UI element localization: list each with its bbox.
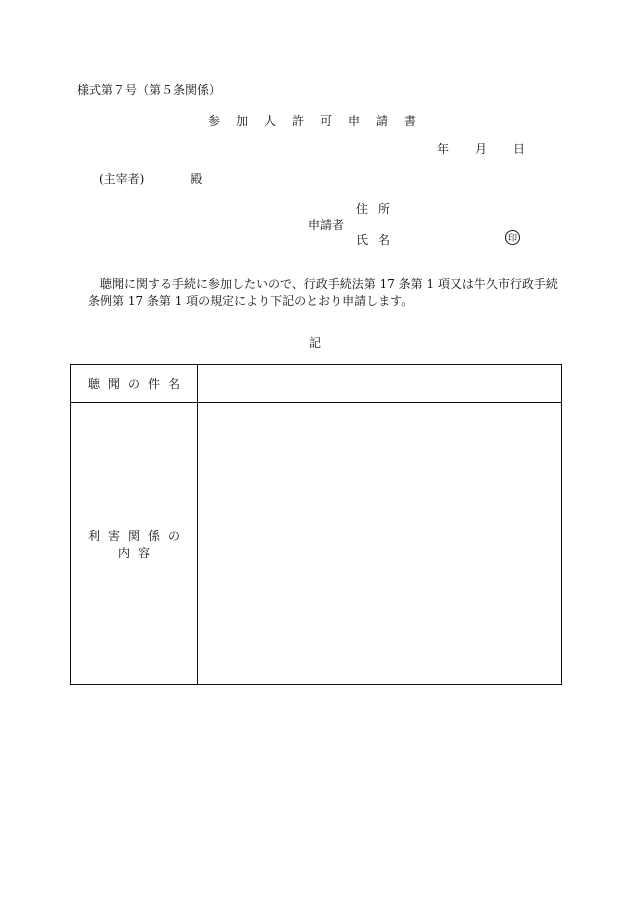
applicant-label: 申請者	[308, 218, 345, 232]
document-title: 参加人許可申請書	[207, 114, 432, 128]
addressee-label: (主宰者)	[99, 172, 145, 186]
name-label: 氏名	[356, 233, 401, 247]
date-line	[437, 143, 525, 155]
table-row-hearing-subject	[71, 365, 562, 403]
body-paragraph: 聴聞に関する手続に参加したいので、行政手続法第 17 条第 1 項又は牛久市行政手続条例第 17 条第 1 項の規定により下記のとおり申請します。	[88, 277, 558, 308]
addressee-honorific: 殿	[190, 172, 203, 186]
ki-heading: 記	[308, 336, 321, 350]
date-year-label: 年	[437, 142, 450, 156]
address-label: 住所	[356, 202, 401, 216]
date-month-label: 月	[475, 142, 488, 156]
form-number: 様式第７号（第５条関係）	[77, 83, 222, 97]
date-day-label: 日	[513, 142, 526, 156]
hearing-subject-label: 聴聞の件名	[71, 365, 198, 403]
table-row-interest-details	[71, 403, 562, 685]
hearing-subject-field[interactable]	[198, 365, 562, 403]
seal-mark: 印	[505, 230, 520, 245]
interest-details-field[interactable]	[198, 403, 562, 685]
application-table	[70, 364, 562, 685]
interest-details-label: 利害関係の内容	[71, 403, 198, 685]
addressee-line	[99, 173, 202, 185]
